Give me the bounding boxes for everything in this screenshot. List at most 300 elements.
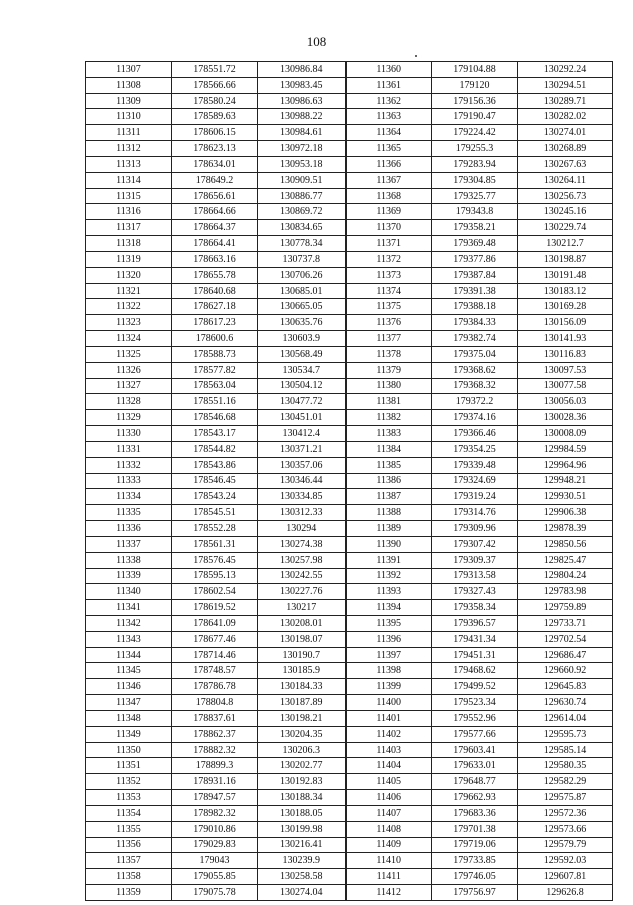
table-row [86, 331, 613, 347]
table-row [86, 109, 613, 125]
point-number-cell: 11396 [346, 631, 432, 647]
y-coordinate-cell: 129585.14 [518, 742, 613, 758]
point-number-cell: 11331 [86, 441, 172, 457]
x-coordinate-cell: 179304.85 [432, 172, 518, 188]
y-coordinate-cell: 130008.09 [518, 426, 613, 442]
y-coordinate-cell: 130568.49 [258, 346, 346, 362]
y-coordinate-cell: 130983.45 [258, 77, 346, 93]
table-row [86, 188, 613, 204]
x-coordinate-cell: 178714.46 [172, 647, 258, 663]
point-number-cell: 11392 [346, 568, 432, 584]
table-row [86, 156, 613, 172]
x-coordinate-cell: 179319.24 [432, 489, 518, 505]
point-number-cell: 11322 [86, 299, 172, 315]
table-row [86, 505, 613, 521]
x-coordinate-cell: 178552.28 [172, 521, 258, 537]
x-coordinate-cell: 179387.84 [432, 267, 518, 283]
table-row [86, 283, 613, 299]
x-coordinate-cell: 179374.16 [432, 410, 518, 426]
point-number-cell: 11398 [346, 663, 432, 679]
y-coordinate-cell: 130371.21 [258, 441, 346, 457]
y-coordinate-cell: 129783.98 [518, 584, 613, 600]
table-row [86, 251, 613, 267]
x-coordinate-cell: 178602.54 [172, 584, 258, 600]
point-number-cell: 11382 [346, 410, 432, 426]
table-row [86, 584, 613, 600]
y-coordinate-cell: 129614.04 [518, 710, 613, 726]
point-number-cell: 11377 [346, 331, 432, 347]
table-row [86, 236, 613, 252]
x-coordinate-cell: 178576.45 [172, 552, 258, 568]
y-coordinate-cell: 130116.83 [518, 346, 613, 362]
x-coordinate-cell: 179120 [432, 77, 518, 93]
y-coordinate-cell: 130357.06 [258, 457, 346, 473]
y-coordinate-cell: 130289.71 [518, 93, 613, 109]
x-coordinate-cell: 178580.24 [172, 93, 258, 109]
x-coordinate-cell: 179368.32 [432, 378, 518, 394]
table-row [86, 426, 613, 442]
point-number-cell: 11351 [86, 758, 172, 774]
point-number-cell: 11409 [346, 837, 432, 853]
x-coordinate-cell: 179577.66 [432, 726, 518, 742]
x-coordinate-cell: 179701.38 [432, 821, 518, 837]
point-number-cell: 11308 [86, 77, 172, 93]
x-coordinate-cell: 178804.8 [172, 695, 258, 711]
point-number-cell: 11384 [346, 441, 432, 457]
y-coordinate-cell: 129592.03 [518, 853, 613, 869]
point-number-cell: 11350 [86, 742, 172, 758]
y-coordinate-cell: 129825.47 [518, 552, 613, 568]
point-number-cell: 11339 [86, 568, 172, 584]
point-number-cell: 11403 [346, 742, 432, 758]
table-row [86, 631, 613, 647]
x-coordinate-cell: 178640.68 [172, 283, 258, 299]
x-coordinate-cell: 178551.16 [172, 394, 258, 410]
y-coordinate-cell: 130534.7 [258, 362, 346, 378]
point-number-cell: 11395 [346, 615, 432, 631]
y-coordinate-cell: 129930.51 [518, 489, 613, 505]
x-coordinate-cell: 179314.76 [432, 505, 518, 521]
y-coordinate-cell: 130412.4 [258, 426, 346, 442]
point-number-cell: 11315 [86, 188, 172, 204]
point-number-cell: 11385 [346, 457, 432, 473]
y-coordinate-cell: 130199.98 [258, 821, 346, 837]
table-row [86, 489, 613, 505]
point-number-cell: 11341 [86, 600, 172, 616]
point-number-cell: 11400 [346, 695, 432, 711]
point-number-cell: 11348 [86, 710, 172, 726]
table-row [86, 378, 613, 394]
y-coordinate-cell: 130256.73 [518, 188, 613, 204]
point-number-cell: 11394 [346, 600, 432, 616]
x-coordinate-cell: 179358.34 [432, 600, 518, 616]
point-number-cell: 11410 [346, 853, 432, 869]
x-coordinate-cell: 179662.93 [432, 790, 518, 806]
y-coordinate-cell: 129733.71 [518, 615, 613, 631]
x-coordinate-cell: 179029.83 [172, 837, 258, 853]
x-coordinate-cell: 179055.85 [172, 869, 258, 885]
y-coordinate-cell: 130274.01 [518, 125, 613, 141]
x-coordinate-cell: 178641.09 [172, 615, 258, 631]
x-coordinate-cell: 178656.61 [172, 188, 258, 204]
x-coordinate-cell: 179325.77 [432, 188, 518, 204]
y-coordinate-cell: 129645.83 [518, 679, 613, 695]
table-row [86, 663, 613, 679]
point-number-cell: 11408 [346, 821, 432, 837]
table-row [86, 885, 613, 901]
y-coordinate-cell: 129579.79 [518, 837, 613, 853]
y-coordinate-cell: 130187.89 [258, 695, 346, 711]
point-number-cell: 11344 [86, 647, 172, 663]
x-coordinate-cell: 179683.36 [432, 805, 518, 821]
table-row [86, 695, 613, 711]
y-coordinate-cell: 130294.51 [518, 77, 613, 93]
y-coordinate-cell: 130198.07 [258, 631, 346, 647]
x-coordinate-cell: 178649.2 [172, 172, 258, 188]
x-coordinate-cell: 178588.73 [172, 346, 258, 362]
y-coordinate-cell: 129575.87 [518, 790, 613, 806]
x-coordinate-cell: 178551.72 [172, 62, 258, 78]
x-coordinate-cell: 178545.51 [172, 505, 258, 521]
point-number-cell: 11363 [346, 109, 432, 125]
coordinates-table-body [86, 62, 613, 901]
y-coordinate-cell: 130258.58 [258, 869, 346, 885]
point-number-cell: 11411 [346, 869, 432, 885]
x-coordinate-cell: 178617.23 [172, 315, 258, 331]
point-number-cell: 11340 [86, 584, 172, 600]
table-row [86, 837, 613, 853]
point-number-cell: 11387 [346, 489, 432, 505]
x-coordinate-cell: 178563.04 [172, 378, 258, 394]
point-number-cell: 11368 [346, 188, 432, 204]
y-coordinate-cell: 130268.89 [518, 141, 613, 157]
x-coordinate-cell: 178748.57 [172, 663, 258, 679]
y-coordinate-cell: 130184.33 [258, 679, 346, 695]
y-coordinate-cell: 130635.76 [258, 315, 346, 331]
y-coordinate-cell: 130834.65 [258, 220, 346, 236]
table-row [86, 62, 613, 78]
table-row [86, 473, 613, 489]
y-coordinate-cell: 129964.96 [518, 457, 613, 473]
y-coordinate-cell: 129580.35 [518, 758, 613, 774]
point-number-cell: 11389 [346, 521, 432, 537]
y-coordinate-cell: 130188.34 [258, 790, 346, 806]
point-number-cell: 11338 [86, 552, 172, 568]
y-coordinate-cell: 129660.92 [518, 663, 613, 679]
y-coordinate-cell: 130451.01 [258, 410, 346, 426]
table-row [86, 552, 613, 568]
x-coordinate-cell: 179603.41 [432, 742, 518, 758]
y-coordinate-cell: 129759.89 [518, 600, 613, 616]
y-coordinate-cell: 130191.48 [518, 267, 613, 283]
y-coordinate-cell: 129804.24 [518, 568, 613, 584]
y-coordinate-cell: 130097.53 [518, 362, 613, 378]
x-coordinate-cell: 178546.45 [172, 473, 258, 489]
x-coordinate-cell: 178663.16 [172, 251, 258, 267]
y-coordinate-cell: 130185.9 [258, 663, 346, 679]
table-row [86, 536, 613, 552]
point-number-cell: 11406 [346, 790, 432, 806]
y-coordinate-cell: 130706.26 [258, 267, 346, 283]
x-coordinate-cell: 179366.46 [432, 426, 518, 442]
y-coordinate-cell: 130346.44 [258, 473, 346, 489]
x-coordinate-cell: 179324.69 [432, 473, 518, 489]
x-coordinate-cell: 179339.48 [432, 457, 518, 473]
y-coordinate-cell: 129984.59 [518, 441, 613, 457]
x-coordinate-cell: 179756.97 [432, 885, 518, 901]
x-coordinate-cell: 178947.57 [172, 790, 258, 806]
y-coordinate-cell: 130245.16 [518, 204, 613, 220]
table-row [86, 615, 613, 631]
x-coordinate-cell: 179648.77 [432, 774, 518, 790]
y-coordinate-cell: 129850.56 [518, 536, 613, 552]
x-coordinate-cell: 179451.31 [432, 647, 518, 663]
x-coordinate-cell: 179283.94 [432, 156, 518, 172]
table-row [86, 710, 613, 726]
y-coordinate-cell: 130206.3 [258, 742, 346, 758]
table-row [86, 299, 613, 315]
table-row [86, 742, 613, 758]
x-coordinate-cell: 178677.46 [172, 631, 258, 647]
y-coordinate-cell: 130141.93 [518, 331, 613, 347]
x-coordinate-cell: 179377.86 [432, 251, 518, 267]
table-row [86, 679, 613, 695]
table-row [86, 93, 613, 109]
point-number-cell: 11381 [346, 394, 432, 410]
table-row [86, 726, 613, 742]
point-number-cell: 11375 [346, 299, 432, 315]
y-coordinate-cell: 130192.83 [258, 774, 346, 790]
x-coordinate-cell: 178786.78 [172, 679, 258, 695]
point-number-cell: 11412 [346, 885, 432, 901]
y-coordinate-cell: 130665.05 [258, 299, 346, 315]
point-number-cell: 11312 [86, 141, 172, 157]
y-coordinate-cell: 129630.74 [518, 695, 613, 711]
x-coordinate-cell: 178606.15 [172, 125, 258, 141]
x-coordinate-cell: 179499.52 [432, 679, 518, 695]
x-coordinate-cell: 178931.16 [172, 774, 258, 790]
table-row [86, 267, 613, 283]
x-coordinate-cell: 179358.21 [432, 220, 518, 236]
x-coordinate-cell: 179343.8 [432, 204, 518, 220]
table-row [86, 204, 613, 220]
y-coordinate-cell: 130156.09 [518, 315, 613, 331]
x-coordinate-cell: 179313.58 [432, 568, 518, 584]
y-coordinate-cell: 130685.01 [258, 283, 346, 299]
point-number-cell: 11328 [86, 394, 172, 410]
x-coordinate-cell: 178899.3 [172, 758, 258, 774]
table-row [86, 568, 613, 584]
point-number-cell: 11376 [346, 315, 432, 331]
y-coordinate-cell: 129686.47 [518, 647, 613, 663]
y-coordinate-cell: 130028.36 [518, 410, 613, 426]
point-number-cell: 11366 [346, 156, 432, 172]
y-coordinate-cell: 130603.9 [258, 331, 346, 347]
point-number-cell: 11359 [86, 885, 172, 901]
point-number-cell: 11343 [86, 631, 172, 647]
x-coordinate-cell: 179388.18 [432, 299, 518, 315]
y-coordinate-cell: 129626.8 [518, 885, 613, 901]
x-coordinate-cell: 178627.18 [172, 299, 258, 315]
table-row [86, 853, 613, 869]
x-coordinate-cell: 179010.86 [172, 821, 258, 837]
table-row [86, 600, 613, 616]
y-coordinate-cell: 130257.98 [258, 552, 346, 568]
y-coordinate-cell: 130208.01 [258, 615, 346, 631]
point-number-cell: 11329 [86, 410, 172, 426]
point-number-cell: 11330 [86, 426, 172, 442]
x-coordinate-cell: 178882.32 [172, 742, 258, 758]
x-coordinate-cell: 179354.25 [432, 441, 518, 457]
x-coordinate-cell: 179307.42 [432, 536, 518, 552]
point-number-cell: 11356 [86, 837, 172, 853]
point-number-cell: 11399 [346, 679, 432, 695]
y-coordinate-cell: 130204.35 [258, 726, 346, 742]
x-coordinate-cell: 179104.88 [432, 62, 518, 78]
x-coordinate-cell: 178544.82 [172, 441, 258, 457]
point-number-cell: 11364 [346, 125, 432, 141]
page-number: 108 [306, 34, 327, 49]
point-number-cell: 11374 [346, 283, 432, 299]
y-coordinate-cell: 130274.04 [258, 885, 346, 901]
table-row [86, 394, 613, 410]
point-number-cell: 11335 [86, 505, 172, 521]
point-number-cell: 11391 [346, 552, 432, 568]
table-row [86, 77, 613, 93]
point-number-cell: 11378 [346, 346, 432, 362]
scan-speck [415, 55, 417, 57]
y-coordinate-cell: 129595.73 [518, 726, 613, 742]
x-coordinate-cell: 179368.62 [432, 362, 518, 378]
x-coordinate-cell: 178664.37 [172, 220, 258, 236]
point-number-cell: 11355 [86, 821, 172, 837]
x-coordinate-cell: 178619.52 [172, 600, 258, 616]
point-number-cell: 11380 [346, 378, 432, 394]
y-coordinate-cell: 130334.85 [258, 489, 346, 505]
y-coordinate-cell: 130886.77 [258, 188, 346, 204]
y-coordinate-cell: 130264.11 [518, 172, 613, 188]
table-row [86, 790, 613, 806]
x-coordinate-cell: 178546.68 [172, 410, 258, 426]
x-coordinate-cell: 178543.17 [172, 426, 258, 442]
y-coordinate-cell: 130169.28 [518, 299, 613, 315]
point-number-cell: 11309 [86, 93, 172, 109]
point-number-cell: 11327 [86, 378, 172, 394]
point-number-cell: 11337 [86, 536, 172, 552]
y-coordinate-cell: 130267.63 [518, 156, 613, 172]
y-coordinate-cell: 130737.8 [258, 251, 346, 267]
point-number-cell: 11361 [346, 77, 432, 93]
x-coordinate-cell: 179375.04 [432, 346, 518, 362]
point-number-cell: 11336 [86, 521, 172, 537]
point-number-cell: 11402 [346, 726, 432, 742]
point-number-cell: 11316 [86, 204, 172, 220]
point-number-cell: 11358 [86, 869, 172, 885]
x-coordinate-cell: 179043 [172, 853, 258, 869]
point-number-cell: 11390 [346, 536, 432, 552]
table-row [86, 869, 613, 885]
point-number-cell: 11321 [86, 283, 172, 299]
x-coordinate-cell: 179746.05 [432, 869, 518, 885]
y-coordinate-cell: 130953.18 [258, 156, 346, 172]
table-row [86, 821, 613, 837]
point-number-cell: 11379 [346, 362, 432, 378]
point-number-cell: 11346 [86, 679, 172, 695]
point-number-cell: 11354 [86, 805, 172, 821]
y-coordinate-cell: 130312.33 [258, 505, 346, 521]
table-row [86, 172, 613, 188]
y-coordinate-cell: 129878.39 [518, 521, 613, 537]
x-coordinate-cell: 178589.63 [172, 109, 258, 125]
y-coordinate-cell: 130239.9 [258, 853, 346, 869]
y-coordinate-cell: 130190.7 [258, 647, 346, 663]
y-coordinate-cell: 130504.12 [258, 378, 346, 394]
y-coordinate-cell: 130986.84 [258, 62, 346, 78]
x-coordinate-cell: 179719.06 [432, 837, 518, 853]
point-number-cell: 11371 [346, 236, 432, 252]
point-number-cell: 11388 [346, 505, 432, 521]
y-coordinate-cell: 130216.41 [258, 837, 346, 853]
x-coordinate-cell: 178664.66 [172, 204, 258, 220]
point-number-cell: 11383 [346, 426, 432, 442]
point-number-cell: 11333 [86, 473, 172, 489]
point-number-cell: 11325 [86, 346, 172, 362]
x-coordinate-cell: 178595.13 [172, 568, 258, 584]
point-number-cell: 11367 [346, 172, 432, 188]
point-number-cell: 11310 [86, 109, 172, 125]
point-number-cell: 11372 [346, 251, 432, 267]
x-coordinate-cell: 178982.32 [172, 805, 258, 821]
x-coordinate-cell: 179382.74 [432, 331, 518, 347]
table-row [86, 346, 613, 362]
x-coordinate-cell: 178566.66 [172, 77, 258, 93]
x-coordinate-cell: 179255.3 [432, 141, 518, 157]
coordinates-table [85, 61, 613, 901]
x-coordinate-cell: 179733.85 [432, 853, 518, 869]
x-coordinate-cell: 178600.6 [172, 331, 258, 347]
y-coordinate-cell: 129948.21 [518, 473, 613, 489]
y-coordinate-cell: 129572.36 [518, 805, 613, 821]
x-coordinate-cell: 178837.61 [172, 710, 258, 726]
x-coordinate-cell: 179523.34 [432, 695, 518, 711]
x-coordinate-cell: 178623.13 [172, 141, 258, 157]
y-coordinate-cell: 130227.76 [258, 584, 346, 600]
y-coordinate-cell: 130242.55 [258, 568, 346, 584]
table-row [86, 362, 613, 378]
point-number-cell: 11347 [86, 695, 172, 711]
point-number-cell: 11401 [346, 710, 432, 726]
table-row [86, 805, 613, 821]
x-coordinate-cell: 179190.47 [432, 109, 518, 125]
point-number-cell: 11324 [86, 331, 172, 347]
x-coordinate-cell: 178543.86 [172, 457, 258, 473]
point-number-cell: 11352 [86, 774, 172, 790]
y-coordinate-cell: 130282.02 [518, 109, 613, 125]
y-coordinate-cell: 130274.38 [258, 536, 346, 552]
point-number-cell: 11345 [86, 663, 172, 679]
point-number-cell: 11323 [86, 315, 172, 331]
point-number-cell: 11357 [86, 853, 172, 869]
y-coordinate-cell: 130778.34 [258, 236, 346, 252]
table-row [86, 441, 613, 457]
y-coordinate-cell: 129573.66 [518, 821, 613, 837]
point-number-cell: 11313 [86, 156, 172, 172]
y-coordinate-cell: 130869.72 [258, 204, 346, 220]
x-coordinate-cell: 179431.34 [432, 631, 518, 647]
table-row [86, 647, 613, 663]
x-coordinate-cell: 178561.31 [172, 536, 258, 552]
point-number-cell: 11386 [346, 473, 432, 489]
